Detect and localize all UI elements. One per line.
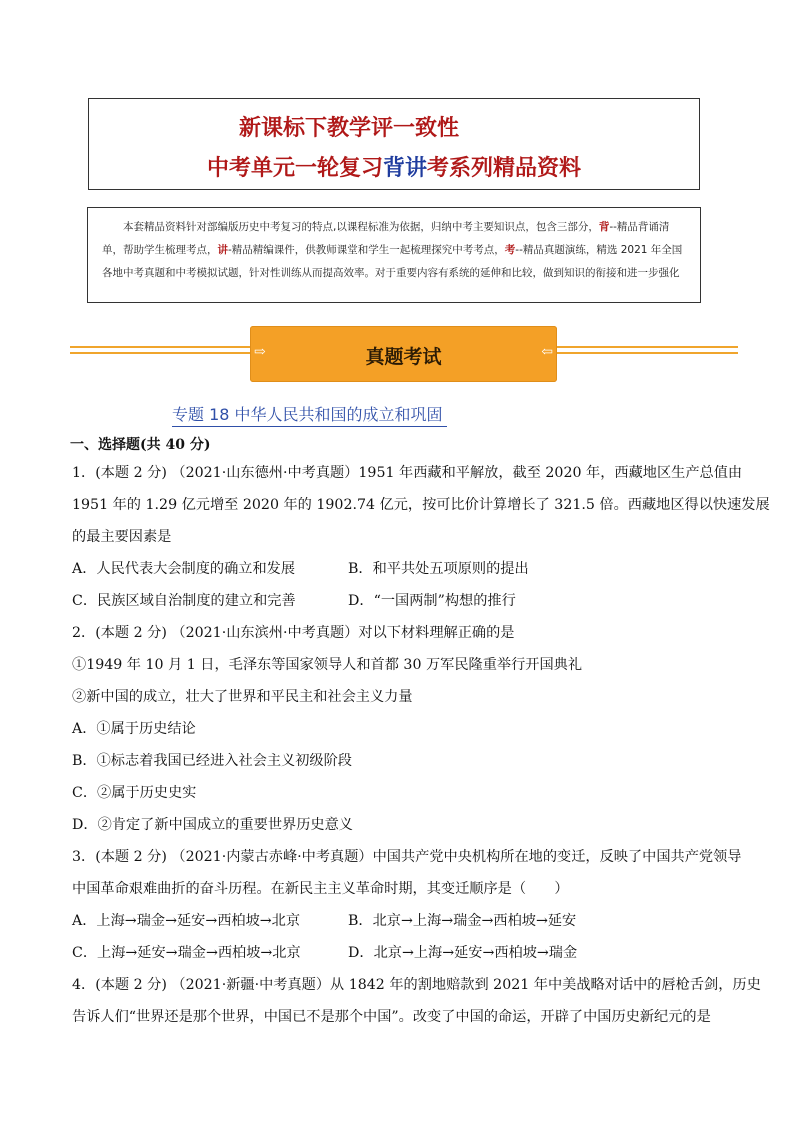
intro-jiang: 讲 [217, 244, 228, 256]
question-line: 2．(本题 2 分) （2021·山东滨州·中考真题）对以下材料理解正确的是 [72, 625, 515, 641]
question-line: 中国革命艰难曲折的奋斗历程。在新民主主义革命时期，其变迁顺序是（ ） [72, 881, 569, 897]
option-c: C．上海→延安→瑞金→西柏坡→北京 [72, 945, 301, 961]
option-c: C．民族区域自治制度的建立和完善 [72, 593, 296, 609]
option-b: B．北京→上海→瑞金→西柏坡→延安 [348, 913, 577, 929]
banner-label: 真题考试 [365, 346, 442, 368]
intro-text-1: 本套精品资料针对部编版历史中考复习的特点,以课程标准为依据，归纳中考主要知识点，包含三部分， [123, 221, 599, 233]
question-line: 1951 年的 1.29 亿元增至 2020 年的 1902.74 亿元，按可比价计算增长了 321.5 倍。西藏地区得以快速发展 [72, 497, 770, 513]
option-a: A．上海→瑞金→延安→西柏坡→北京 [72, 913, 301, 929]
title-line-2b: 背讲 [382, 155, 427, 181]
title-line-1: 新课标下教学评一致性 [238, 115, 459, 141]
intro-text-3: -精品精编课件，供教师课堂和学生一起梳理探究中考考点， [228, 244, 505, 256]
option-b: B．和平共处五项原则的提出 [348, 561, 529, 577]
option-d: D．“一国两制”构想的推行 [348, 593, 516, 609]
title-box [88, 98, 700, 190]
option-d: D．②肯定了新中国成立的重要世界历史意义 [72, 817, 353, 833]
option-d: D．北京→上海→延安→西柏坡→瑞金 [348, 945, 578, 961]
intro-paragraph [87, 207, 701, 303]
intro-bei: 背 [598, 221, 610, 233]
question-line: 的最主要因素是 [72, 529, 172, 545]
question-line: 1．(本题 2 分) （2021·山东德州·中考真题）1951 年西藏和平解放，截至 2020 年，西藏地区生产总值由 [72, 465, 743, 481]
banner-rule-right [552, 346, 738, 358]
question-line: 4．(本题 2 分) （2021·新疆·中考真题）从 1842 年的割地赔款到 2021 年中美战略对话中的唇枪舌剑，历史 [72, 977, 761, 993]
title-line-2c: 考 [427, 155, 450, 181]
intro-text-4: --精品真题演练，精选 2021 年全国各地中考真题和中考模拟试题，针对性训练从而提高效率。对于重要内容有系统的延伸和比较，做到知识的衔接和进一步强化 [102, 244, 683, 279]
option-a: A．人民代表大会制度的确立和发展 [72, 561, 296, 577]
banner-rule-left [70, 346, 255, 358]
arrow-right-icon: ⇨ [254, 344, 266, 360]
question-line: 3．(本题 2 分) （2021·内蒙古赤峰·中考真题）中国共产党中央机构所在地的变迁，反映了中国共产党领导 [72, 849, 742, 865]
material-line: ①1949 年 10 月 1 日，毛泽东等国家领导人和首都 30 万军民隆重举行开国典礼 [72, 657, 583, 673]
intro-text-2: --精品背诵清单，帮助学生梳理考点， [102, 221, 670, 256]
title-line-2 [89, 151, 699, 182]
title-line-2d: 系列精品资料 [449, 155, 582, 181]
title-line-2a: 中考单元一轮复习 [206, 155, 383, 181]
option-b: B．①标志着我国已经进入社会主义初级阶段 [72, 753, 352, 769]
arrow-left-icon: ⇦ [541, 344, 553, 360]
topic-title: 专题 18 中华人民共和国的成立和巩固 [172, 402, 447, 427]
section-title: 一、选择题(共 40 分) [70, 437, 211, 453]
section-banner [250, 326, 557, 382]
intro-kao: 考 [504, 244, 516, 256]
material-line: ②新中国的成立，壮大了世界和平民主和社会主义力量 [72, 689, 413, 705]
option-c: C．②属于历史史实 [72, 785, 197, 801]
option-a: A．①属于历史结论 [72, 721, 196, 737]
question-line: 告诉人们“世界还是那个世界，中国已不是那个中国”。改变了中国的命运，开辟了中国历史新纪元的是 [72, 1009, 711, 1025]
